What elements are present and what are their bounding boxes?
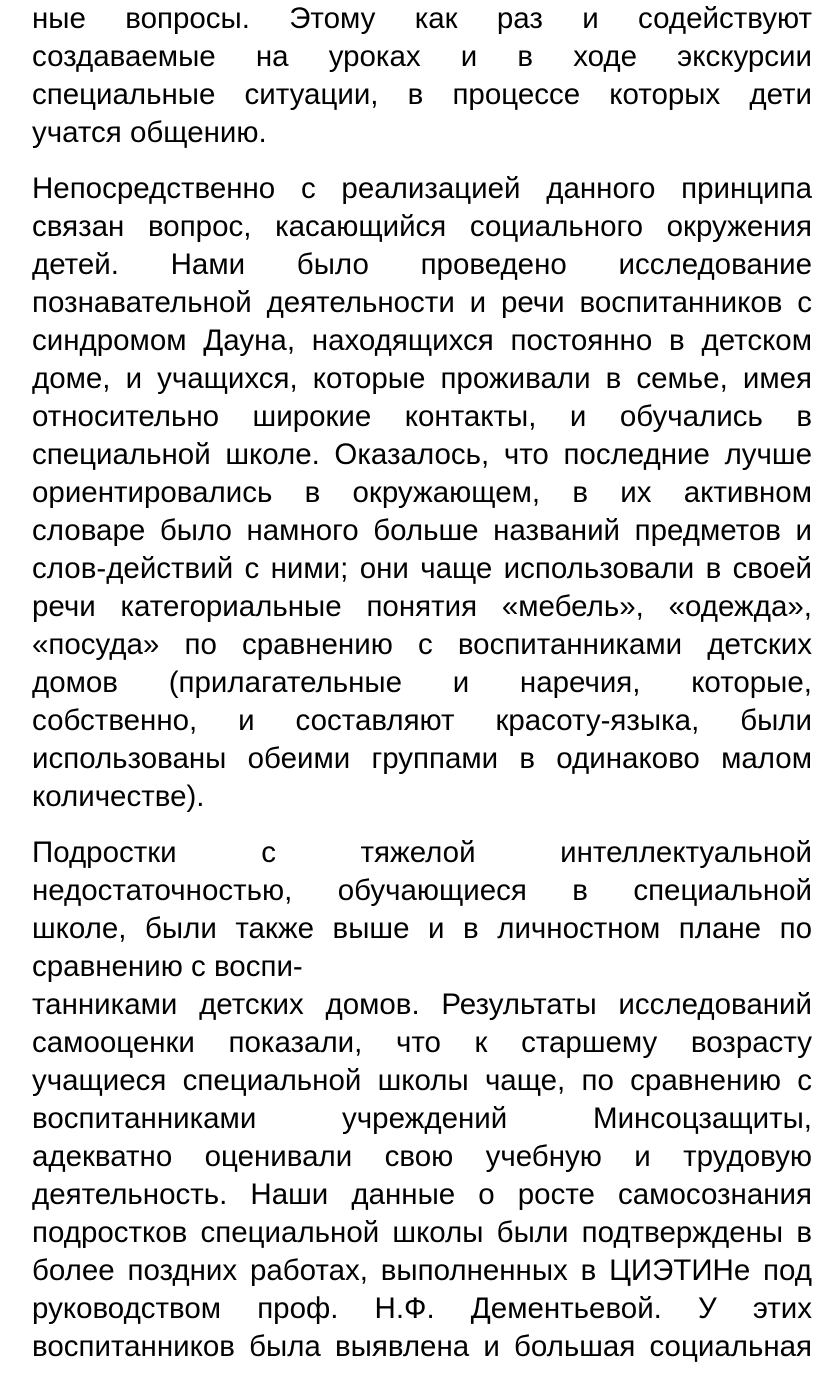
paragraph-1 <box>32 0 812 152</box>
text-line: самооценки показали, что к старшему возрасту <box>32 1026 812 1059</box>
paragraph-3 <box>32 834 812 986</box>
paragraph-2 <box>32 170 812 816</box>
paragraph-4 <box>32 986 812 1366</box>
text-line: адекватно оценивали свою учебную и трудовую <box>32 1140 812 1173</box>
text-line: речи категориальные понятия «мебель», «одежда», <box>32 590 812 623</box>
text-line: руководством проф. Н.Ф. Дементьевой. У этих <box>32 1292 812 1325</box>
text-line: использованы обеими группами в одинаково малом <box>32 742 812 775</box>
text-line: танниками детских домов. Результаты исследований <box>32 988 812 1021</box>
text-line: сравнению с воспи- <box>32 950 303 983</box>
text-line: специальные ситуации, в процессе которых дети <box>32 78 812 111</box>
text-line: Подростки с тяжелой интеллектуальной <box>32 836 812 869</box>
text-line: доме, и учащихся, которые проживали в семье, имея <box>32 362 812 395</box>
text-line: «посуда» по сравнению с воспитанниками детских <box>32 628 812 661</box>
text-line: воспитанников была выявлена и большая социальная <box>32 1330 812 1363</box>
text-line: учатся общению. <box>32 116 267 149</box>
text-line: создаваемые на уроках и в ходе экскурсии <box>32 40 812 73</box>
text-line: синдромом Дауна, находящихся постоянно в детском <box>32 324 812 357</box>
text-line: познавательной деятельности и речи воспитанников с <box>32 286 812 319</box>
text-line: связан вопрос, касающийся социального окружения <box>32 210 812 243</box>
text-line: учащиеся специальной школы чаще, по сравнению с <box>32 1064 812 1097</box>
text-line: деятельность. Наши данные о росте самосознания <box>32 1178 812 1211</box>
text-line: детей. Нами было проведено исследование <box>32 248 812 281</box>
text-line: словаре было намного больше названий предметов и <box>32 514 812 547</box>
text-line: подростков специальной школы были подтверждены в <box>32 1216 812 1249</box>
text-line: более поздних работах, выполненных в ЦИЭТИНе под <box>32 1254 812 1287</box>
text-line: собственно, и составляют красоту-языка, были <box>32 704 812 737</box>
text-line: Непосредственно с реализацией данного принципа <box>32 172 812 205</box>
text-line: недостаточностью, обучающиеся в специальной <box>32 874 812 907</box>
document-page <box>32 0 812 1366</box>
text-line: слов-действий с ними; они чаще использовали в своей <box>32 552 812 585</box>
text-line: домов (прилагательные и наречия, которые, <box>32 666 812 699</box>
text-line: специальной школе. Оказалось, что последние лучше <box>32 438 812 471</box>
text-line: относительно широкие контакты, и обучались в <box>32 400 812 433</box>
text-line: ные вопросы. Этому как раз и содействуют <box>32 2 812 35</box>
text-line: количестве). <box>32 780 205 813</box>
text-line: школе, были также выше и в личностном плане по <box>32 912 812 945</box>
text-line: ориентировались в окружающем, в их активном <box>32 476 812 509</box>
text-line: воспитанниками учреждений Минсоцзащиты, <box>32 1102 812 1135</box>
